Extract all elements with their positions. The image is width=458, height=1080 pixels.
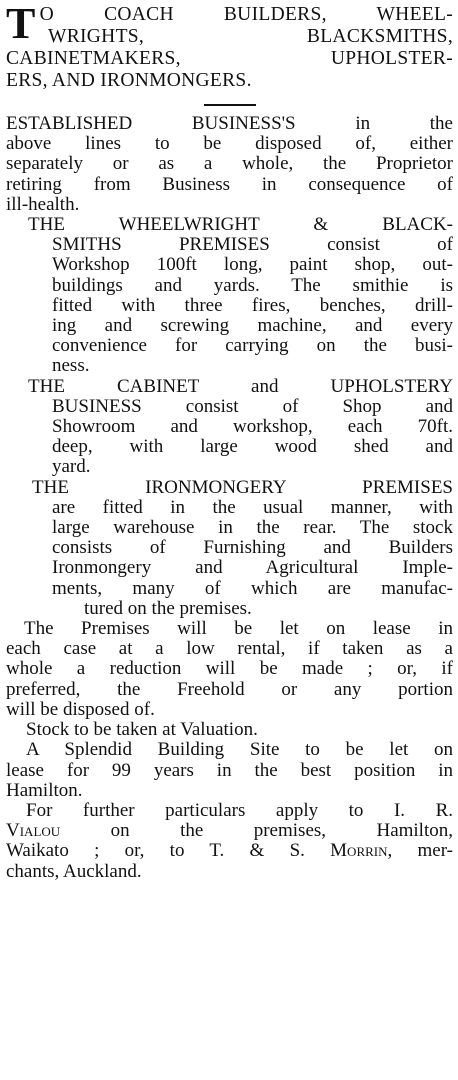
text-line (6, 821, 453, 841)
text-line: yard. (52, 456, 91, 478)
cabinet-paragraph (6, 377, 453, 478)
ironmongery-paragraph (6, 478, 453, 619)
wheelwright-paragraph (6, 215, 453, 377)
section-divider (204, 104, 256, 106)
stock-paragraph (6, 720, 453, 740)
text-line: ill-health. (6, 193, 80, 215)
intro-paragraph (6, 114, 453, 215)
text-line: THE IRONMONGERY PREMISES (32, 476, 453, 498)
text-line: For further particulars apply to I. R. (26, 799, 453, 821)
text-line: are fitted in the usual manner, with (52, 496, 453, 518)
heading-line: WRIGHTS, BLACKSMITHS, (48, 26, 453, 47)
text-line: above lines to be disposed of, either (6, 133, 453, 155)
text-line: convenience for carrying on the busi- (52, 335, 453, 357)
text-line: THE WHEELWRIGHT & BLACK- (28, 214, 453, 236)
heading-line: ERS, AND IRONMONGERS. (6, 70, 252, 91)
lease-paragraph (6, 619, 453, 720)
agent-name: Vialou (6, 820, 61, 842)
text-line: chants, Auckland. (6, 860, 142, 882)
text-line: Workshop 100ft long, paint shop, out- (52, 254, 453, 276)
text-line: each case at a low rental, if taken as a (6, 638, 453, 660)
text-line (6, 841, 453, 861)
text-fragment: Waikato ; or, to T. & S. (6, 840, 331, 862)
drop-cap: T (6, 0, 36, 48)
text-line: A Splendid Building Site to be let on (26, 739, 453, 761)
text-line: BUSINESS consist of Shop and (52, 395, 453, 417)
text-line: tured on the premises. (84, 597, 252, 619)
text-line: Showroom and workshop, each 70ft. (52, 416, 453, 438)
text-line: The Premises will be let on lease in (24, 618, 453, 640)
text-line: whole a reduction will be made ; or, if (6, 658, 453, 680)
site-paragraph (6, 740, 453, 801)
contact-paragraph (6, 801, 453, 882)
text-line: Ironmongery and Agricultural Imple- (52, 557, 453, 579)
text-fragment: on the premises, Hamilton, (60, 820, 453, 842)
merchant-name: Morrin (330, 840, 388, 862)
text-line: ments, many of which are manufac- (52, 577, 453, 599)
text-line: Hamilton. (6, 779, 83, 801)
text-line: separately or as a whole, the Proprietor (6, 153, 453, 175)
text-line: ing and screwing machine, and every (52, 315, 453, 337)
text-line: SMITHS PREMISES consist of (52, 234, 453, 256)
text-fragment: , mer- (387, 840, 453, 862)
advertisement-body (6, 114, 453, 882)
text-line: lease for 99 years in the best position in (6, 759, 453, 781)
text-line: THE CABINET and UPHOLSTERY (28, 375, 453, 397)
text-line: will be disposed of. (6, 698, 155, 720)
text-line: ness. (52, 355, 90, 377)
text-line: deep, with large wood shed and (52, 436, 453, 458)
text-line: preferred, the Freehold or any portion (6, 678, 453, 700)
text-line: ESTABLISHED BUSINESS'S in the (6, 113, 453, 134)
advertisement-heading (6, 0, 453, 92)
heading-line: CABINETMAKERS, UPHOLSTER- (6, 48, 453, 69)
text-line: consists of Furnishing and Builders (52, 537, 453, 559)
text-line: fitted with three fires, benches, drill- (52, 294, 453, 316)
text-line: buildings and yards. The smithie is (52, 274, 453, 296)
text-line: retiring from Business in consequence of (6, 173, 453, 195)
text-line: large warehouse in the rear. The stock (52, 517, 453, 539)
text-line: Stock to be taken at Valuation. (26, 719, 258, 741)
heading-line: O COACH BUILDERS, WHEEL- (39, 4, 453, 25)
